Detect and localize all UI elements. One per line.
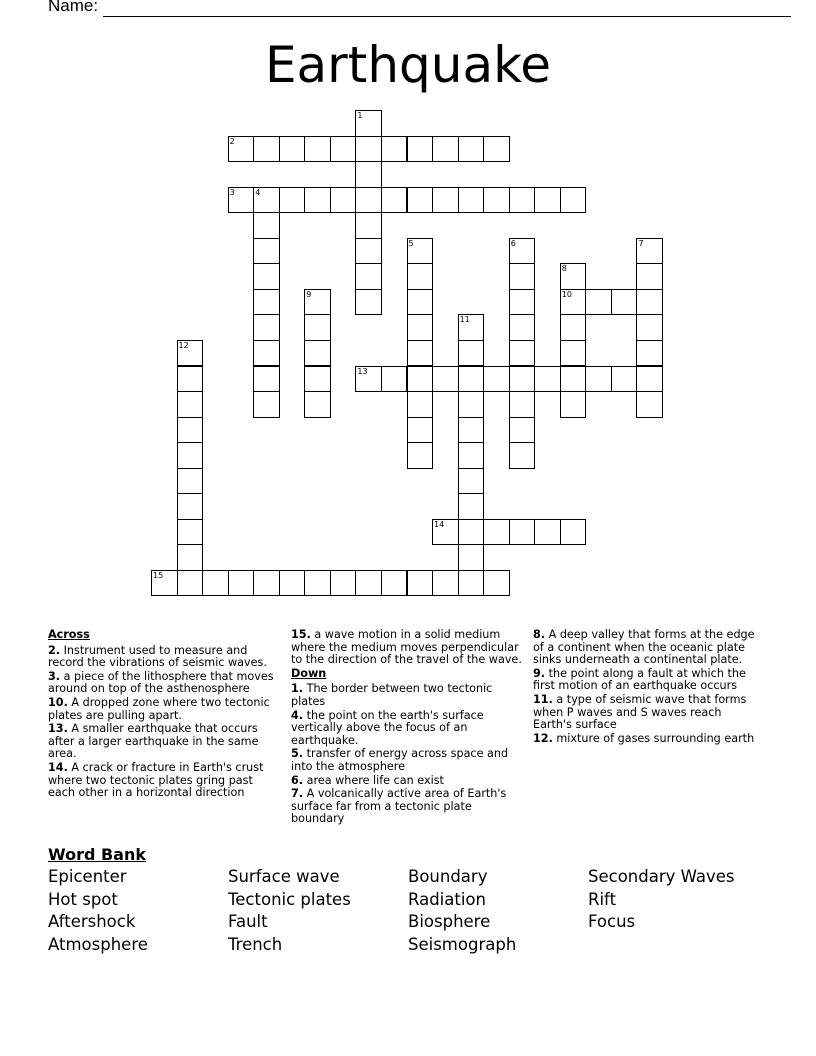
grid-cell[interactable] bbox=[560, 340, 587, 367]
grid-cell[interactable] bbox=[253, 263, 280, 290]
clues-column-2 bbox=[291, 629, 523, 827]
grid-cell[interactable] bbox=[381, 136, 408, 163]
grid-cell[interactable] bbox=[177, 544, 204, 571]
grid-cell[interactable] bbox=[509, 238, 536, 265]
clue-down-8: 8. A deep valley that forms at the edge of a continent when the oceanic plate sinks underneath a continental plate. bbox=[533, 628, 755, 667]
grid-cell[interactable] bbox=[560, 263, 587, 290]
grid-cell[interactable] bbox=[509, 187, 536, 214]
word-bank-item: Atmosphere bbox=[48, 934, 148, 954]
grid-cell[interactable] bbox=[253, 340, 280, 367]
cell-number: 5 bbox=[408, 238, 414, 248]
name-label: Name: bbox=[48, 0, 99, 15]
grid-cell[interactable] bbox=[509, 314, 536, 341]
grid-cell[interactable] bbox=[432, 519, 459, 546]
clue-down-4: 4. the point on the earth's surface vertically above the focus of an earthquake. bbox=[291, 708, 484, 747]
grid-cell[interactable] bbox=[432, 570, 459, 597]
grid-cell[interactable] bbox=[407, 238, 434, 265]
grid-cell[interactable] bbox=[355, 161, 382, 188]
grid-cell[interactable] bbox=[407, 187, 434, 214]
word-bank-item: Aftershock bbox=[48, 912, 136, 931]
grid-cell[interactable] bbox=[151, 570, 178, 597]
word-bank-item: Focus bbox=[588, 912, 636, 931]
grid-cell[interactable] bbox=[253, 289, 280, 316]
grid-cell[interactable] bbox=[253, 366, 280, 393]
grid-cell[interactable] bbox=[177, 417, 204, 444]
clue-across-15: 15. a wave motion in a solid medium where the medium moves perpendicular to the direction of the travel of the wave. bbox=[291, 628, 522, 667]
grid-cell[interactable] bbox=[483, 570, 510, 597]
grid-cell[interactable] bbox=[279, 570, 306, 597]
clue-down-9: 9. the point along a fault at which the first motion of an earthquake occurs bbox=[533, 666, 746, 693]
grid-cell[interactable] bbox=[458, 442, 485, 469]
grid-cell[interactable] bbox=[483, 519, 510, 546]
grid-cell[interactable] bbox=[509, 340, 536, 367]
grid-cell[interactable] bbox=[304, 314, 331, 341]
grid-cell[interactable] bbox=[381, 187, 408, 214]
grid-cell[interactable] bbox=[407, 366, 434, 393]
grid-cell[interactable] bbox=[355, 570, 382, 597]
grid-cell[interactable] bbox=[509, 519, 536, 546]
grid-cell[interactable] bbox=[253, 212, 280, 239]
grid-cell[interactable] bbox=[534, 519, 561, 546]
grid-cell[interactable] bbox=[330, 187, 357, 214]
word-bank-item: Tectonic plates bbox=[228, 889, 351, 909]
name-underline bbox=[103, 16, 791, 17]
grid-cell[interactable] bbox=[483, 136, 510, 163]
grid-cell[interactable] bbox=[304, 366, 331, 393]
grid-cell[interactable] bbox=[407, 340, 434, 367]
grid-cell[interactable] bbox=[534, 187, 561, 214]
grid-cell[interactable] bbox=[509, 366, 536, 393]
grid-cell[interactable] bbox=[560, 366, 587, 393]
grid-cell[interactable] bbox=[355, 136, 382, 163]
clue-across-3: 3. a piece of the lithosphere that moves around on top of the asthenosphere bbox=[48, 669, 274, 696]
grid-cell[interactable] bbox=[228, 570, 255, 597]
grid-cell[interactable] bbox=[458, 544, 485, 571]
grid-cell[interactable] bbox=[407, 570, 434, 597]
grid-cell[interactable] bbox=[483, 187, 510, 214]
cell-number: 9 bbox=[306, 289, 312, 299]
grid-cell[interactable] bbox=[585, 366, 612, 393]
cell-number: 7 bbox=[638, 238, 644, 248]
grid-cell[interactable] bbox=[228, 187, 255, 214]
grid-cell[interactable] bbox=[355, 187, 382, 214]
grid-cell[interactable] bbox=[636, 340, 663, 367]
grid-cell[interactable] bbox=[177, 468, 204, 495]
cell-number: 11 bbox=[459, 315, 470, 325]
cell-number: 8 bbox=[561, 264, 567, 274]
grid-cell[interactable] bbox=[611, 366, 638, 393]
grid-cell[interactable] bbox=[509, 417, 536, 444]
clue-down-5: 5. transfer of energy across space and into the atmosphere bbox=[291, 747, 509, 773]
grid-cell[interactable] bbox=[253, 570, 280, 597]
grid-cell[interactable] bbox=[458, 314, 485, 341]
word-bank-item: Secondary Waves bbox=[588, 867, 735, 886]
grid-cell[interactable] bbox=[560, 187, 587, 214]
clue-down-7: 7. A volcanically active area of Earth's surface far from a tectonic plate boundary bbox=[291, 787, 507, 826]
clue-across-2: 2. Instrument used to measure and record the vibrations of seismic waves. bbox=[48, 643, 267, 670]
grid-cell[interactable] bbox=[330, 136, 357, 163]
grid-cell[interactable] bbox=[458, 136, 485, 163]
cell-number: 3 bbox=[229, 187, 235, 197]
grid-cell[interactable] bbox=[253, 314, 280, 341]
clue-down-1: 1. The border between two tectonic plates bbox=[291, 682, 493, 708]
grid-cell[interactable] bbox=[381, 570, 408, 597]
cell-number: 4 bbox=[255, 187, 261, 197]
grid-cell[interactable] bbox=[407, 314, 434, 341]
grid-cell[interactable] bbox=[509, 263, 536, 290]
grid-cell[interactable] bbox=[304, 340, 331, 367]
grid-cell[interactable] bbox=[509, 442, 536, 469]
cell-number: 12 bbox=[178, 340, 189, 350]
grid-cell[interactable] bbox=[177, 391, 204, 418]
grid-cell[interactable] bbox=[304, 570, 331, 597]
cell-number: 13 bbox=[357, 366, 368, 376]
word-bank-item: Rift bbox=[588, 889, 617, 909]
word-bank-item: Boundary bbox=[408, 867, 488, 886]
grid-cell[interactable] bbox=[304, 187, 331, 214]
grid-cell[interactable] bbox=[509, 289, 536, 316]
word-bank-item: Biosphere bbox=[408, 912, 491, 931]
word-bank-item: Hot spot bbox=[48, 889, 118, 909]
grid-cell[interactable] bbox=[355, 366, 382, 393]
cell-number: 10 bbox=[561, 289, 572, 299]
grid-cell[interactable] bbox=[355, 238, 382, 265]
clue-down-11: 11. a type of seismic wave that forms when P waves and S waves reach Earth's surface bbox=[533, 692, 747, 732]
grid-cell[interactable] bbox=[381, 366, 408, 393]
clue-across-14: 14. A crack or fracture in Earth's crust where two tectonic plates gring past each other in a horizontal direction bbox=[48, 760, 264, 800]
cell-number: 14 bbox=[434, 519, 445, 529]
grid-cell[interactable] bbox=[177, 493, 204, 520]
grid-cell[interactable] bbox=[407, 136, 434, 163]
grid-cell[interactable] bbox=[458, 366, 485, 393]
grid-cell[interactable] bbox=[483, 366, 510, 393]
grid-cell[interactable] bbox=[228, 136, 255, 163]
grid-cell[interactable] bbox=[407, 263, 434, 290]
grid-cell[interactable] bbox=[636, 391, 663, 418]
grid-cell[interactable] bbox=[458, 468, 485, 495]
word-bank-item: Radiation bbox=[408, 889, 486, 909]
grid-cell[interactable] bbox=[177, 570, 204, 597]
grid-cell[interactable] bbox=[458, 340, 485, 367]
clue-down-6: 6. area where life can exist bbox=[291, 773, 444, 787]
grid-cell[interactable] bbox=[407, 391, 434, 418]
clue-across-10: 10. A dropped zone where two tectonic plates are pulling apart. bbox=[48, 695, 270, 722]
word-bank-item: Surface wave bbox=[228, 867, 340, 886]
clue-across-13: 13. A smaller earthquake that occurs after a larger earthquake in the same area. bbox=[48, 722, 259, 761]
grid-cell[interactable] bbox=[177, 519, 204, 546]
word-bank-item: Epicenter bbox=[48, 867, 127, 886]
word-bank-item: Fault bbox=[228, 912, 268, 931]
grid-cell[interactable] bbox=[458, 417, 485, 444]
grid-cell[interactable] bbox=[279, 136, 306, 163]
cell-number: 2 bbox=[229, 136, 235, 146]
grid-cell[interactable] bbox=[458, 187, 485, 214]
grid-cell[interactable] bbox=[458, 493, 485, 520]
clue-down-12: 12. mixture of gases surrounding earth bbox=[533, 731, 755, 745]
grid-cell[interactable] bbox=[407, 417, 434, 444]
word-bank-item: Seismograph bbox=[408, 934, 517, 954]
grid-cell[interactable] bbox=[253, 391, 280, 418]
grid-cell[interactable] bbox=[560, 289, 587, 316]
grid-cell[interactable] bbox=[407, 289, 434, 316]
grid-cell[interactable] bbox=[560, 391, 587, 418]
grid-cell[interactable] bbox=[304, 391, 331, 418]
grid-cell[interactable] bbox=[636, 314, 663, 341]
down-heading: Down bbox=[291, 666, 327, 680]
name-field[interactable] bbox=[48, 0, 98, 16]
grid-cell[interactable] bbox=[432, 187, 459, 214]
clues-column-1 bbox=[48, 629, 276, 801]
word-bank-title: Word Bank bbox=[48, 845, 147, 864]
grid-cell[interactable] bbox=[560, 519, 587, 546]
grid-cell[interactable] bbox=[355, 110, 382, 137]
grid-cell[interactable] bbox=[458, 570, 485, 597]
grid-cell[interactable] bbox=[202, 570, 229, 597]
grid-cell[interactable] bbox=[253, 136, 280, 163]
grid-cell[interactable] bbox=[304, 136, 331, 163]
across-heading: Across bbox=[48, 628, 90, 641]
grid-cell[interactable] bbox=[458, 391, 485, 418]
cell-number: 15 bbox=[153, 570, 164, 580]
page-title: Earthquake bbox=[264, 36, 552, 94]
grid-cell[interactable] bbox=[458, 519, 485, 546]
grid-cell[interactable] bbox=[407, 442, 434, 469]
grid-cell[interactable] bbox=[636, 238, 663, 265]
grid-cell[interactable] bbox=[330, 570, 357, 597]
grid-cell[interactable] bbox=[560, 314, 587, 341]
grid-cell[interactable] bbox=[432, 366, 459, 393]
grid-cell[interactable] bbox=[636, 289, 663, 316]
grid-cell[interactable] bbox=[355, 289, 382, 316]
grid-cell[interactable] bbox=[509, 391, 536, 418]
grid-cell[interactable] bbox=[177, 366, 204, 393]
grid-cell[interactable] bbox=[636, 263, 663, 290]
word-bank-item: Trench bbox=[228, 934, 283, 954]
grid-cell[interactable] bbox=[611, 289, 638, 316]
cell-number: 1 bbox=[357, 111, 363, 120]
grid-cell[interactable] bbox=[585, 289, 612, 316]
grid-cell[interactable] bbox=[534, 366, 561, 393]
grid-cell[interactable] bbox=[355, 212, 382, 239]
grid-cell[interactable] bbox=[177, 442, 204, 469]
clues-column-3 bbox=[533, 629, 763, 746]
grid-cell[interactable] bbox=[177, 340, 204, 367]
grid-cell[interactable] bbox=[279, 187, 306, 214]
grid-cell[interactable] bbox=[432, 136, 459, 163]
grid-cell[interactable] bbox=[636, 366, 663, 393]
grid-cell[interactable] bbox=[253, 187, 280, 214]
cell-number: 6 bbox=[510, 238, 516, 248]
grid-cell[interactable] bbox=[355, 263, 382, 290]
grid-cell[interactable] bbox=[253, 238, 280, 265]
grid-cell[interactable] bbox=[304, 289, 331, 316]
